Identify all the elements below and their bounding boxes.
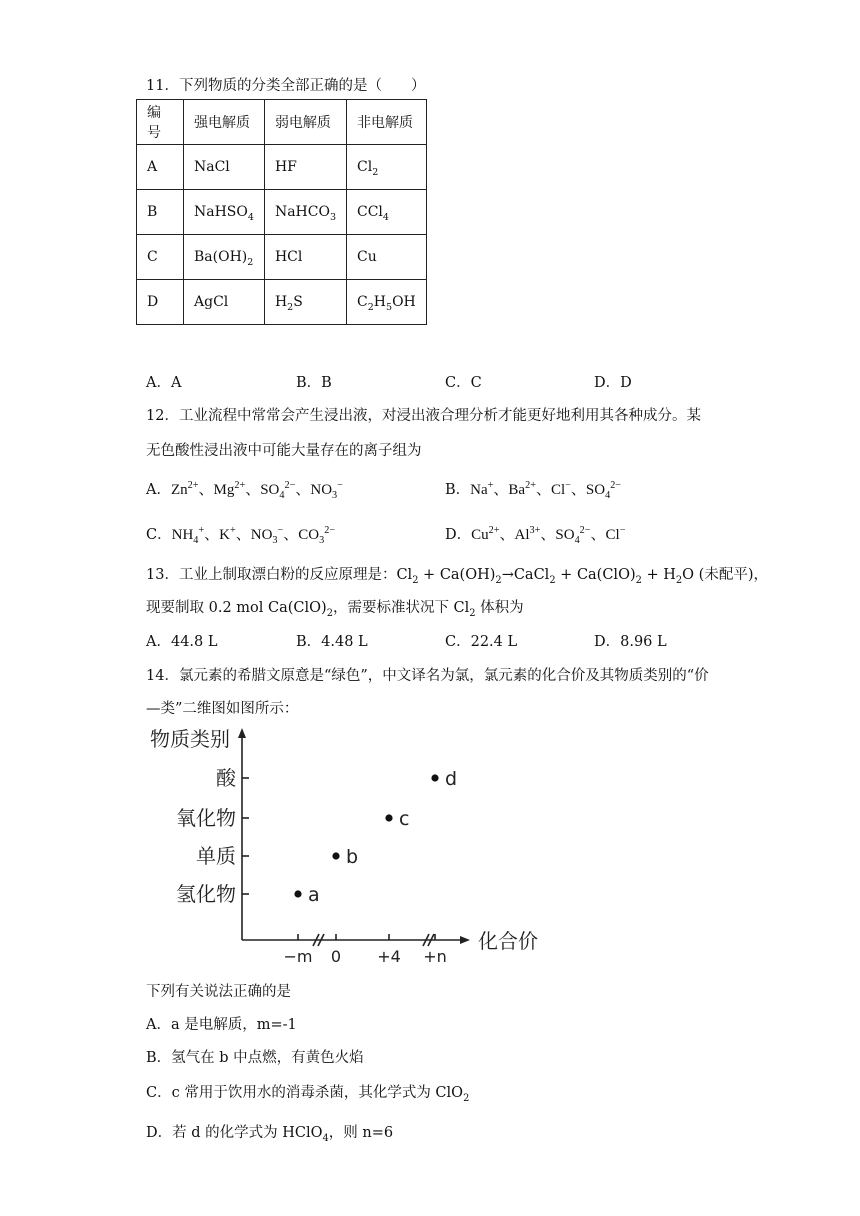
x-tick-label: +4: [377, 947, 401, 966]
y-tick-label: 单质: [196, 844, 236, 868]
q13-option-d[interactable]: D．8.96 L: [594, 634, 667, 650]
q13-option-a[interactable]: A．44.8 L: [146, 634, 218, 650]
ion-formula: $Zn^{2+}$、$Mg^{2+}$、$SO_4^{2-}$、$NO_3^-$: [170, 480, 343, 501]
table-cell: C: [137, 235, 184, 280]
q12-stem-line2: 无色酸性浸出液中可能大量存在的离子组为: [146, 443, 422, 459]
point-label-d: d: [445, 768, 458, 790]
ion-formula: Na+、$Ba^{2+}$、Cl−、$SO_4^{2-}$: [470, 480, 622, 501]
q11-option-b[interactable]: B．B: [296, 375, 332, 391]
point-a: [294, 890, 301, 897]
ion-formula: $Cu^{2+}$、$Al^{3+}$、$SO_4^{2-}$、Cl−: [471, 525, 626, 546]
q12-option-c[interactable]: [146, 523, 335, 544]
option-label: A．: [146, 482, 171, 498]
q12-option-b[interactable]: [445, 478, 621, 499]
table-cell: NaHSO$_4$: [184, 190, 265, 235]
q13-option-b[interactable]: B．4.48 L: [296, 634, 368, 650]
q14-stem-line1: 14．氯元素的希腊文原意是“绿色”，中文译名为氯，氯元素的化合价及其物质类别的“价: [146, 668, 709, 684]
table-cell: AgCl: [184, 280, 265, 325]
table-header-row: [137, 100, 427, 145]
point-b: [332, 852, 339, 859]
q14-option-a[interactable]: A．a 是电解质，m=-1: [146, 1017, 297, 1033]
q13-stem-line2: 现要制取 0.2 mol $Ca(ClO)_2$，需要标准状况下 $Cl_2$ 体积为: [146, 600, 524, 619]
table-cell: B: [137, 190, 184, 235]
q11-option-d[interactable]: D．D: [594, 375, 632, 391]
table-row: [137, 190, 427, 235]
q12-option-a[interactable]: [146, 478, 343, 499]
q14-stem-line2: —类”二维图如图所示：: [146, 701, 299, 717]
x-tick-label: +n: [423, 947, 447, 966]
table-cell: A: [137, 145, 184, 190]
q14-option-c[interactable]: C．c 常用于饮用水的消毒杀菌，其化学式为 ClO$_2$: [146, 1085, 470, 1104]
table-cell: NaCl: [184, 145, 265, 190]
q12-option-d[interactable]: [445, 523, 625, 544]
point-label-b: b: [346, 846, 359, 868]
q13-stem-line1: 13．工业上制取漂白粉的反应原理是：$Cl_2$ + $Ca(OH)_2\to CaCl_2 + Ca(ClO)_2 + H_2O$ (未配平)，: [146, 567, 768, 586]
point-label-a: a: [308, 884, 320, 906]
y-axis-label: 物质类别: [150, 727, 230, 751]
q14-prompt: 下列有关说法正确的是: [146, 984, 291, 1000]
q14-option-b[interactable]: B．氢气在 b 中点燃，有黄色火焰: [146, 1050, 364, 1066]
point-d: [431, 774, 438, 781]
table-cell: D: [137, 280, 184, 325]
option-label: B．: [445, 482, 471, 498]
option-label: D．: [445, 527, 472, 543]
q11-option-a[interactable]: A．A: [146, 375, 182, 391]
table-cell: CCl$_4$: [347, 190, 427, 235]
x-axis-label: 化合价: [478, 929, 538, 953]
ion-formula: $NH_4^+$、K+、$NO_3^-$、$CO_3^{2-}$: [171, 525, 336, 546]
x-tick-label: −m: [283, 947, 313, 966]
table-header: 弱电解质: [264, 100, 346, 145]
table-row: [137, 280, 427, 325]
table-row: [137, 235, 427, 280]
valence-class-chart: [140, 722, 560, 972]
table-cell: $H_2S$: [264, 280, 346, 325]
table-header: 编号: [137, 100, 184, 145]
table-cell: $Cl_2$: [347, 145, 427, 190]
x-axis-arrow: [460, 936, 470, 944]
table-header: 强电解质: [184, 100, 265, 145]
y-axis-arrow: [238, 728, 246, 738]
table-cell: NaHCO$_3$: [264, 190, 346, 235]
table-row: [137, 145, 427, 190]
table-cell: HF: [264, 145, 346, 190]
table-cell: $Ba(OH)_2$: [184, 235, 265, 280]
table-cell: $C_2H_5OH$: [347, 280, 427, 325]
y-tick-label: 氧化物: [176, 806, 236, 830]
x-tick-label: 0: [330, 947, 342, 966]
classification-table: [136, 99, 427, 325]
table-cell: HCl: [264, 235, 346, 280]
option-label: C．: [146, 527, 172, 543]
table-cell: Cu: [347, 235, 427, 280]
point-label-c: c: [399, 808, 410, 830]
q12-stem-line1: 12．工业流程中常常会产生浸出液，对浸出液合理分析才能更好地利用其各种成分。某: [146, 408, 701, 424]
point-c: [385, 814, 392, 821]
q13-option-c[interactable]: C．22.4 L: [445, 634, 518, 650]
q11-option-c[interactable]: C．C: [445, 375, 482, 391]
table-header: 非电解质: [347, 100, 427, 145]
y-tick-label: 酸: [216, 766, 236, 790]
q14-option-d[interactable]: D．若 d 的化学式为 HClO$_4$，则 n=6: [146, 1125, 394, 1144]
y-tick-label: 氢化物: [176, 882, 236, 906]
q11-stem: 11．下列物质的分类全部正确的是（ ）: [146, 78, 426, 94]
